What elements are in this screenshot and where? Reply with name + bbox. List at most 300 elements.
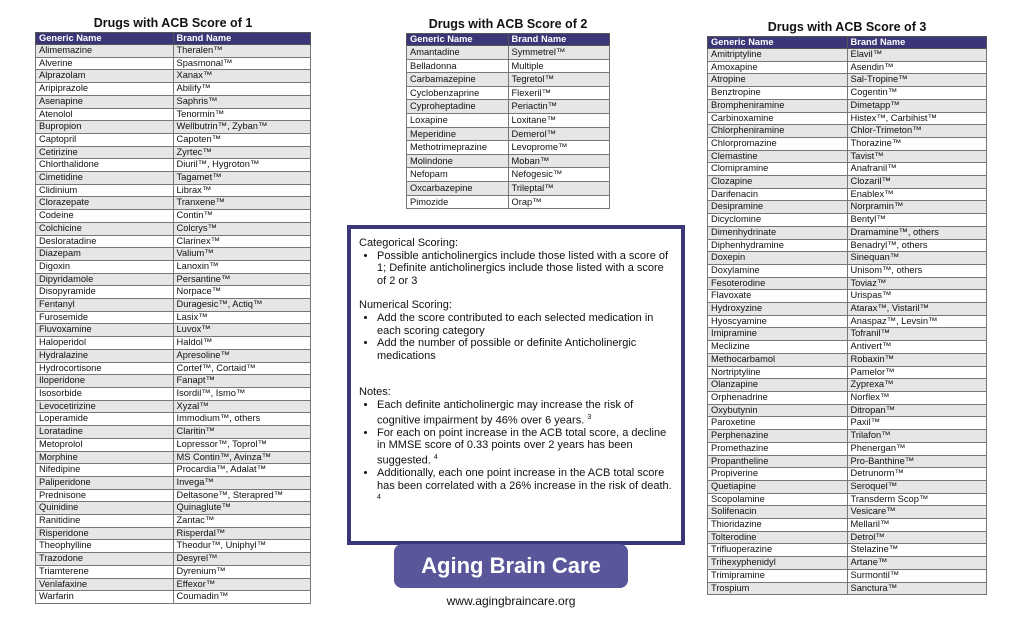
table-row bbox=[708, 366, 987, 379]
generic-name-cell: Belladonna bbox=[407, 59, 509, 73]
table-row bbox=[708, 569, 987, 582]
generic-name-cell: Benztropine bbox=[708, 87, 848, 100]
brand-name-header: Brand Name bbox=[508, 34, 610, 46]
brand-name-cell: Diuril™, Hygroton™ bbox=[173, 159, 311, 172]
table-row bbox=[36, 172, 311, 185]
table-row bbox=[36, 502, 311, 515]
brand-name-cell: Quinaglute™ bbox=[173, 502, 311, 515]
table-row bbox=[708, 404, 987, 417]
brand-name-cell: Bentyl™ bbox=[847, 214, 987, 227]
table-row bbox=[708, 480, 987, 493]
table-row bbox=[708, 391, 987, 404]
table-row bbox=[708, 49, 987, 62]
table-row bbox=[36, 553, 311, 566]
categorical-scoring-heading: Categorical Scoring: bbox=[359, 237, 459, 249]
generic-name-cell: Nifedipine bbox=[36, 464, 174, 477]
numerical-item: • Add the number of possible or definite Anticholinergic medications bbox=[377, 337, 675, 362]
brand-name-cell: Unisom™, others bbox=[847, 264, 987, 277]
brand-name-cell: Phenergan™ bbox=[847, 442, 987, 455]
brand-name-cell: Loxitane™ bbox=[508, 113, 610, 127]
brand-name-cell: Isordil™, Ismo™ bbox=[173, 387, 311, 400]
generic-name-cell: Venlafaxine bbox=[36, 578, 174, 591]
generic-name-cell: Clorazepate bbox=[36, 197, 174, 210]
generic-name-cell: Alverine bbox=[36, 57, 174, 70]
brand-name-cell: Urispas™ bbox=[847, 290, 987, 303]
table-row bbox=[36, 591, 311, 604]
brand-name-cell: Seroquel™ bbox=[847, 480, 987, 493]
brand-name-cell: Symmetrel™ bbox=[508, 46, 610, 60]
brand-name-cell: Contin™ bbox=[173, 210, 311, 223]
brand-name-cell: Haldol™ bbox=[173, 337, 311, 350]
generic-name-cell: Prednisone bbox=[36, 489, 174, 502]
brand-name-cell: Ditropan™ bbox=[847, 404, 987, 417]
generic-name-cell: Molindone bbox=[407, 154, 509, 168]
brand-name-cell: Xanax™ bbox=[173, 70, 311, 83]
generic-name-cell: Solifenacin bbox=[708, 506, 848, 519]
table-row bbox=[708, 430, 987, 443]
brand-name-cell: Colcrys™ bbox=[173, 222, 311, 235]
brand-name-cell: Apresoline™ bbox=[173, 349, 311, 362]
table-row bbox=[36, 83, 311, 96]
table-row bbox=[36, 146, 311, 159]
brand-name-cell: Vesicare™ bbox=[847, 506, 987, 519]
table-row bbox=[36, 426, 311, 439]
brand-name-cell: Wellbutrin™, Zyban™ bbox=[173, 121, 311, 134]
brand-name-cell: Stelazine™ bbox=[847, 544, 987, 557]
table-row bbox=[407, 46, 610, 60]
brand-name-cell: Lasix™ bbox=[173, 311, 311, 324]
brand-name-cell: MS Contin™, Avinza™ bbox=[173, 451, 311, 464]
brand-name-cell: Detrunorm™ bbox=[847, 468, 987, 481]
brand-name-cell: Robaxin™ bbox=[847, 353, 987, 366]
generic-name-cell: Warfarin bbox=[36, 591, 174, 604]
generic-name-cell: Digoxin bbox=[36, 260, 174, 273]
generic-name-header: Generic Name bbox=[36, 33, 174, 45]
aging-brain-care-logo: Aging Brain Care bbox=[394, 544, 628, 588]
brand-name-cell: Trilafon™ bbox=[847, 430, 987, 443]
generic-name-cell: Trihexyphenidyl bbox=[708, 557, 848, 570]
table-row bbox=[708, 74, 987, 87]
table-row bbox=[407, 181, 610, 195]
table-row bbox=[36, 515, 311, 528]
generic-name-cell: Hydralazine bbox=[36, 349, 174, 362]
generic-name-cell: Desipramine bbox=[708, 201, 848, 214]
generic-name-cell: Levocetirizine bbox=[36, 400, 174, 413]
brand-name-cell: Saphris™ bbox=[173, 95, 311, 108]
table-row bbox=[36, 464, 311, 477]
numerical-scoring-heading: Numerical Scoring: bbox=[359, 299, 452, 312]
generic-name-header: Generic Name bbox=[407, 34, 509, 46]
table-row bbox=[708, 277, 987, 290]
generic-name-cell: Trifluoperazine bbox=[708, 544, 848, 557]
brand-name-cell: Procardia™, Adalat™ bbox=[173, 464, 311, 477]
table-row bbox=[708, 531, 987, 544]
generic-name-cell: Atenolol bbox=[36, 108, 174, 121]
generic-name-cell: Trospium bbox=[708, 582, 848, 595]
table-row bbox=[36, 540, 311, 553]
generic-name-cell: Asenapine bbox=[36, 95, 174, 108]
table-row bbox=[407, 86, 610, 100]
table-row bbox=[708, 150, 987, 163]
table-row bbox=[36, 45, 311, 58]
table-row bbox=[708, 87, 987, 100]
table-row bbox=[36, 451, 311, 464]
generic-name-cell: Cetirizine bbox=[36, 146, 174, 159]
brand-name-cell: Tagamet™ bbox=[173, 172, 311, 185]
generic-name-cell: Isosorbide bbox=[36, 387, 174, 400]
note-item bbox=[377, 399, 675, 427]
brand-name-cell: Cortef™, Cortaid™ bbox=[173, 362, 311, 375]
brand-name-cell: Risperdal™ bbox=[173, 527, 311, 540]
brand-name-cell: Clozaril™ bbox=[847, 176, 987, 189]
note-text: Each definite anticholinergic may increase the risk of cognitive impairment by 46% over 6 years. bbox=[377, 398, 634, 427]
brand-name-cell: Tenormin™ bbox=[173, 108, 311, 121]
brand-name-cell: Persantine™ bbox=[173, 273, 311, 286]
brand-name-cell: Dyrenium™ bbox=[173, 565, 311, 578]
brand-name-cell: Abilify™ bbox=[173, 83, 311, 96]
brand-name-cell: Luvox™ bbox=[173, 324, 311, 337]
brand-name-cell: Antivert™ bbox=[847, 341, 987, 354]
table-row bbox=[36, 413, 311, 426]
brand-name-cell: Sinequan™ bbox=[847, 252, 987, 265]
generic-name-cell: Hydroxyzine bbox=[708, 303, 848, 316]
brand-name-cell: Benadryl™, others bbox=[847, 239, 987, 252]
notes-heading: Notes: bbox=[359, 386, 391, 399]
table-row bbox=[407, 195, 610, 209]
brand-name-cell: Artane™ bbox=[847, 557, 987, 570]
acb-score-3-title: Drugs with ACB Score of 3 bbox=[767, 20, 927, 34]
note-reference: 4 bbox=[433, 453, 438, 461]
acb-score-2-table bbox=[406, 33, 610, 209]
generic-name-cell: Carbinoxamine bbox=[708, 112, 848, 125]
generic-name-cell: Bupropion bbox=[36, 121, 174, 134]
generic-name-cell: Scopolamine bbox=[708, 493, 848, 506]
brand-name-cell: Elavil™ bbox=[847, 49, 987, 62]
generic-name-cell: Clidinium bbox=[36, 184, 174, 197]
generic-name-cell: Furosemide bbox=[36, 311, 174, 324]
generic-name-cell: Clozapine bbox=[708, 176, 848, 189]
table-row bbox=[36, 235, 311, 248]
table-row bbox=[36, 438, 311, 451]
acb-score-3-table bbox=[707, 36, 987, 595]
brand-name-cell: Atarax™, Vistaril™ bbox=[847, 303, 987, 316]
brand-name-cell: Immodium™, others bbox=[173, 413, 311, 426]
brand-name-cell: Deltasone™, Sterapred™ bbox=[173, 489, 311, 502]
generic-name-cell: Theophylline bbox=[36, 540, 174, 553]
table-row bbox=[36, 222, 311, 235]
table-row bbox=[708, 379, 987, 392]
table-row bbox=[708, 176, 987, 189]
table-row bbox=[708, 125, 987, 138]
table-row bbox=[407, 73, 610, 87]
brand-name-cell: Tegretol™ bbox=[508, 73, 610, 87]
brand-name-cell: Nefogesic™ bbox=[508, 168, 610, 182]
table-row bbox=[708, 328, 987, 341]
generic-name-cell: Imipramine bbox=[708, 328, 848, 341]
table-row bbox=[708, 226, 987, 239]
table-row bbox=[708, 544, 987, 557]
table-row bbox=[36, 57, 311, 70]
generic-name-cell: Amitriptyline bbox=[708, 49, 848, 62]
table-row bbox=[708, 239, 987, 252]
brand-name-cell: Desyrel™ bbox=[173, 553, 311, 566]
generic-name-cell: Meclizine bbox=[708, 341, 848, 354]
note-item bbox=[377, 467, 675, 507]
generic-name-cell: Clemastine bbox=[708, 150, 848, 163]
brand-name-cell: Periactin™ bbox=[508, 100, 610, 114]
note-item bbox=[377, 427, 675, 467]
acb-score-2-section bbox=[406, 17, 610, 209]
generic-name-cell: Ranitidine bbox=[36, 515, 174, 528]
brand-name-cell: Toviaz™ bbox=[847, 277, 987, 290]
brand-name-cell: Levoprome™ bbox=[508, 141, 610, 155]
generic-name-cell: Diazepam bbox=[36, 248, 174, 261]
brand-name-cell: Enablex™ bbox=[847, 188, 987, 201]
generic-name-cell: Paroxetine bbox=[708, 417, 848, 430]
generic-name-cell: Aripiprazole bbox=[36, 83, 174, 96]
table-row bbox=[36, 70, 311, 83]
brand-name-cell: Claritin™ bbox=[173, 426, 311, 439]
generic-name-cell: Alprazolam bbox=[36, 70, 174, 83]
brand-name-cell: Fanapt™ bbox=[173, 375, 311, 388]
generic-name-cell: Chlorthalidone bbox=[36, 159, 174, 172]
brand-name-cell: Anafranil™ bbox=[847, 163, 987, 176]
table-row bbox=[36, 184, 311, 197]
table-row bbox=[708, 442, 987, 455]
table-row bbox=[36, 565, 311, 578]
table-row bbox=[708, 201, 987, 214]
generic-name-cell: Loperamide bbox=[36, 413, 174, 426]
brand-name-cell: Sanctura™ bbox=[847, 582, 987, 595]
brand-name-cell: Zantac™ bbox=[173, 515, 311, 528]
table-row bbox=[708, 163, 987, 176]
acb-score-1-table bbox=[35, 32, 311, 604]
generic-name-cell: Chlorpromazine bbox=[708, 137, 848, 150]
generic-name-cell: Captopril bbox=[36, 133, 174, 146]
table-row bbox=[36, 476, 311, 489]
table-row bbox=[36, 400, 311, 413]
table-row bbox=[36, 349, 311, 362]
brand-name-cell: Detrol™ bbox=[847, 531, 987, 544]
generic-name-cell: Dimenhydrinate bbox=[708, 226, 848, 239]
generic-name-cell: Amantadine bbox=[407, 46, 509, 60]
generic-name-cell: Atropine bbox=[708, 74, 848, 87]
generic-name-cell: Chlorpheniramine bbox=[708, 125, 848, 138]
table-row bbox=[36, 489, 311, 502]
brand-name-cell: Pamelor™ bbox=[847, 366, 987, 379]
table-row bbox=[36, 286, 311, 299]
brand-name-header: Brand Name bbox=[847, 37, 987, 49]
table-row bbox=[708, 468, 987, 481]
generic-name-cell: Triamterene bbox=[36, 565, 174, 578]
table-row bbox=[407, 59, 610, 73]
brand-name-cell: Asendin™ bbox=[847, 61, 987, 74]
generic-name-cell: Trimipramine bbox=[708, 569, 848, 582]
numerical-scoring-list bbox=[359, 312, 675, 362]
generic-name-cell: Orphenadrine bbox=[708, 391, 848, 404]
generic-name-cell: Fluvoxamine bbox=[36, 324, 174, 337]
brand-name-cell: Norpramin™ bbox=[847, 201, 987, 214]
table-row bbox=[36, 337, 311, 350]
categorical-item: • Possible anticholinergics include those listed with a score of 1; Definite anticholinergics include those listed with a score of 2 or 3 bbox=[377, 250, 675, 288]
brand-name-cell: Flexeril™ bbox=[508, 86, 610, 100]
generic-name-cell: Thioridazine bbox=[708, 519, 848, 532]
brand-name-cell: Cogentin™ bbox=[847, 87, 987, 100]
generic-name-cell: Desloratadine bbox=[36, 235, 174, 248]
brand-name-cell: Multiple bbox=[508, 59, 610, 73]
table-row bbox=[708, 112, 987, 125]
table-row bbox=[36, 210, 311, 223]
brand-name-cell: Tranxene™ bbox=[173, 197, 311, 210]
numerical-item: • Add the score contributed to each selected medication in each scoring category bbox=[377, 312, 675, 337]
brand-name-cell: Trileptal™ bbox=[508, 181, 610, 195]
generic-name-cell: Hyoscyamine bbox=[708, 315, 848, 328]
table-row bbox=[708, 417, 987, 430]
generic-name-header: Generic Name bbox=[708, 37, 848, 49]
generic-name-cell: Propantheline bbox=[708, 455, 848, 468]
table-row bbox=[708, 99, 987, 112]
brand-name-cell: Valium™ bbox=[173, 248, 311, 261]
table-row bbox=[407, 168, 610, 182]
brand-name-cell: Invega™ bbox=[173, 476, 311, 489]
generic-name-cell: Flavoxate bbox=[708, 290, 848, 303]
table-row bbox=[407, 113, 610, 127]
table-row bbox=[36, 248, 311, 261]
note-text: Additionally, each one point increase in the ACB total score has been correlated with a 26% increase in the risk of death. bbox=[377, 467, 672, 492]
generic-name-cell: Loratadine bbox=[36, 426, 174, 439]
table-row bbox=[708, 264, 987, 277]
brand-name-cell: Norpace™ bbox=[173, 286, 311, 299]
brand-name-cell: Zyrtec™ bbox=[173, 146, 311, 159]
brand-name-cell: Capoten™ bbox=[173, 133, 311, 146]
notes-list bbox=[359, 399, 675, 508]
table-row bbox=[36, 311, 311, 324]
generic-name-cell: Nefopam bbox=[407, 168, 509, 182]
brand-name-cell: Demerol™ bbox=[508, 127, 610, 141]
table-row bbox=[708, 290, 987, 303]
generic-name-cell: Tolterodine bbox=[708, 531, 848, 544]
table-row bbox=[708, 303, 987, 316]
generic-name-cell: Codeine bbox=[36, 210, 174, 223]
generic-name-cell: Quinidine bbox=[36, 502, 174, 515]
brand-name-cell: Pro-Banthine™ bbox=[847, 455, 987, 468]
brand-name-cell: Theodur™, Uniphyl™ bbox=[173, 540, 311, 553]
generic-name-cell: Brompheniramine bbox=[708, 99, 848, 112]
table-row bbox=[36, 273, 311, 286]
brand-name-header: Brand Name bbox=[173, 33, 311, 45]
brand-name-cell: Dramamine™, others bbox=[847, 226, 987, 239]
brand-name-cell: Tavist™ bbox=[847, 150, 987, 163]
brand-name-cell: Surmontil™ bbox=[847, 569, 987, 582]
categorical-scoring-list bbox=[359, 250, 675, 288]
generic-name-cell: Doxylamine bbox=[708, 264, 848, 277]
generic-name-cell: Loxapine bbox=[407, 113, 509, 127]
table-row bbox=[708, 582, 987, 595]
generic-name-cell: Cyproheptadine bbox=[407, 100, 509, 114]
acb-score-1-title: Drugs with ACB Score of 1 bbox=[93, 16, 253, 30]
generic-name-cell: Olanzapine bbox=[708, 379, 848, 392]
generic-name-cell: Metoprolol bbox=[36, 438, 174, 451]
table-row bbox=[708, 341, 987, 354]
brand-name-cell: Effexor™ bbox=[173, 578, 311, 591]
brand-name-cell: Tofranil™ bbox=[847, 328, 987, 341]
table-row bbox=[36, 121, 311, 134]
brand-name-cell: Duragesic™, Actiq™ bbox=[173, 299, 311, 312]
brand-name-cell: Sal-Tropine™ bbox=[847, 74, 987, 87]
website-url: www.agingbraincare.org bbox=[446, 594, 576, 608]
generic-name-cell: Alimemazine bbox=[36, 45, 174, 58]
generic-name-cell: Haloperidol bbox=[36, 337, 174, 350]
table-row bbox=[36, 260, 311, 273]
brand-name-cell: Xyzal™ bbox=[173, 400, 311, 413]
generic-name-cell: Clomipramine bbox=[708, 163, 848, 176]
table-row bbox=[407, 141, 610, 155]
generic-name-cell: Quetiapine bbox=[708, 480, 848, 493]
generic-name-cell: Meperidine bbox=[407, 127, 509, 141]
generic-name-cell: Disopyramide bbox=[36, 286, 174, 299]
generic-name-cell: Colchicine bbox=[36, 222, 174, 235]
generic-name-cell: Diphenhydramine bbox=[708, 239, 848, 252]
generic-name-cell: Dipyridamole bbox=[36, 273, 174, 286]
table-row bbox=[36, 108, 311, 121]
brand-name-cell: Thorazine™ bbox=[847, 137, 987, 150]
brand-name-cell: Lanoxin™ bbox=[173, 260, 311, 273]
brand-name-cell: Paxil™ bbox=[847, 417, 987, 430]
generic-name-cell: Methotrimeprazine bbox=[407, 141, 509, 155]
table-row bbox=[36, 387, 311, 400]
generic-name-cell: Risperidone bbox=[36, 527, 174, 540]
generic-name-cell: Methocarbamol bbox=[708, 353, 848, 366]
table-row bbox=[708, 353, 987, 366]
generic-name-cell: Iloperidone bbox=[36, 375, 174, 388]
table-row bbox=[708, 188, 987, 201]
generic-name-cell: Fentanyl bbox=[36, 299, 174, 312]
generic-name-cell: Cimetidine bbox=[36, 172, 174, 185]
note-text: For each on point increase in the ACB total score, a decline in MMSE score of 0.33 points over 2 years has been suggested. bbox=[377, 426, 667, 467]
note-reference: 3 bbox=[587, 413, 592, 421]
generic-name-cell: Dicyclomine bbox=[708, 214, 848, 227]
brand-name-cell: Theralen™ bbox=[173, 45, 311, 58]
generic-name-cell: Darifenacin bbox=[708, 188, 848, 201]
brand-name-cell: Zyprexa™ bbox=[847, 379, 987, 392]
generic-name-cell: Oxcarbazepine bbox=[407, 181, 509, 195]
brand-name-cell: Lopressor™, Toprol™ bbox=[173, 438, 311, 451]
table-row bbox=[407, 154, 610, 168]
brand-name-cell: Transderm Scop™ bbox=[847, 493, 987, 506]
generic-name-cell: Oxybutynin bbox=[708, 404, 848, 417]
table-row bbox=[708, 315, 987, 328]
generic-name-cell: Carbamazepine bbox=[407, 73, 509, 87]
table-row bbox=[708, 455, 987, 468]
table-row bbox=[708, 214, 987, 227]
brand-name-cell: Mellaril™ bbox=[847, 519, 987, 532]
brand-name-cell: Norflex™ bbox=[847, 391, 987, 404]
acb-score-3-section bbox=[707, 20, 987, 595]
brand-name-cell: Histex™, Carbihist™ bbox=[847, 112, 987, 125]
generic-name-cell: Nortriptyline bbox=[708, 366, 848, 379]
acb-score-2-title: Drugs with ACB Score of 2 bbox=[428, 17, 588, 31]
table-row bbox=[708, 493, 987, 506]
table-row bbox=[708, 61, 987, 74]
table-row bbox=[708, 252, 987, 265]
acb-score-1-section bbox=[35, 16, 311, 604]
generic-name-cell: Amoxapine bbox=[708, 61, 848, 74]
generic-name-cell: Perphenazine bbox=[708, 430, 848, 443]
generic-name-cell: Fesoterodine bbox=[708, 277, 848, 290]
table-row bbox=[36, 578, 311, 591]
brand-name-cell: Spasmonal™ bbox=[173, 57, 311, 70]
table-row bbox=[36, 299, 311, 312]
